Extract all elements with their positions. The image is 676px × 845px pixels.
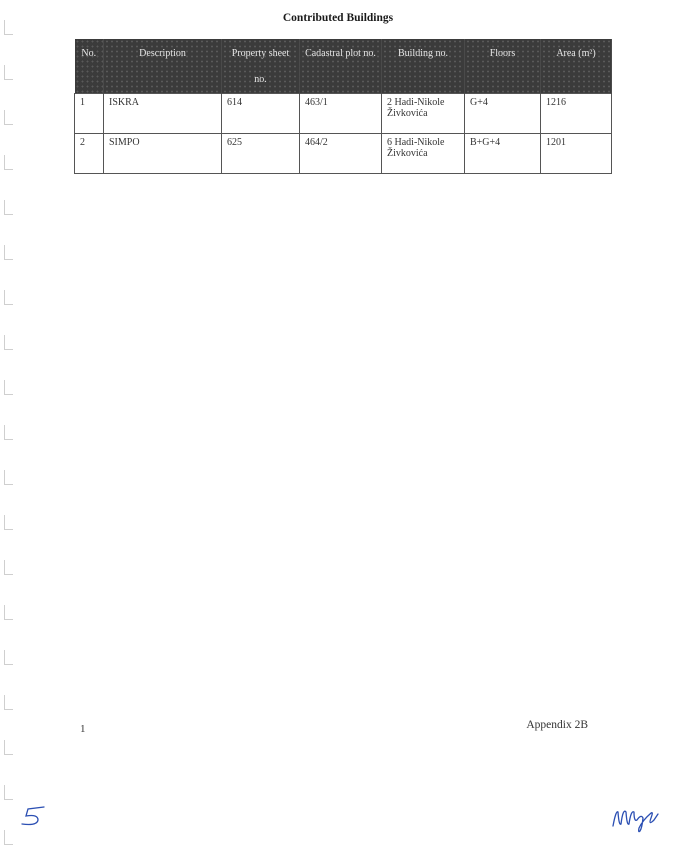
cell-area: 1216 [541,94,612,134]
cell-floors: B+G+4 [465,134,541,174]
cell-cadastral-plot: 463/1 [300,94,382,134]
page-number: 1 [80,723,86,735]
cell-no: 1 [75,94,104,134]
handwritten-initials-right [610,800,662,839]
header-area: Area (m²) [541,39,612,94]
binding-mark [4,470,13,485]
cell-description: SIMPO [104,134,222,174]
cell-building-no: 2 Hadi-Nikole Živkovića [382,94,465,134]
appendix-label: Appendix 2B [526,719,588,731]
cell-cadastral-plot: 464/2 [300,134,382,174]
binding-mark [4,425,13,440]
binding-mark [4,830,13,845]
header-building-no: Building no. [382,39,465,94]
binding-mark [4,110,13,125]
binding-mark [4,650,13,665]
binding-mark [4,695,13,710]
handwritten-initials-left [18,804,52,833]
table-row [75,94,612,134]
binding-mark [4,290,13,305]
binding-margin [0,0,18,836]
header-description: Description [104,39,222,94]
table-header-row [75,39,612,94]
binding-mark [4,515,13,530]
binding-mark [4,245,13,260]
cell-description: ISKRA [104,94,222,134]
buildings-table [74,39,612,174]
cell-area: 1201 [541,134,612,174]
binding-mark [4,560,13,575]
binding-mark [4,380,13,395]
header-floors: Floors [465,39,541,94]
binding-mark [4,155,13,170]
binding-mark [4,335,13,350]
cell-no: 2 [75,134,104,174]
binding-mark [4,65,13,80]
cell-building-no: 6 Hadi-Nikole Živkovića [382,134,465,174]
cell-property-sheet: 625 [222,134,300,174]
header-cadastral-plot: Cadastral plot no. [300,39,382,94]
binding-mark [4,785,13,800]
header-property-sheet: Property sheet no. [222,39,300,94]
page-title: Contributed Buildings [282,12,394,24]
binding-mark [4,605,13,620]
binding-mark [4,740,13,755]
cell-property-sheet: 614 [222,94,300,134]
cell-floors: G+4 [465,94,541,134]
header-no: No. [75,39,104,94]
table-row [75,134,612,174]
binding-mark [4,200,13,215]
